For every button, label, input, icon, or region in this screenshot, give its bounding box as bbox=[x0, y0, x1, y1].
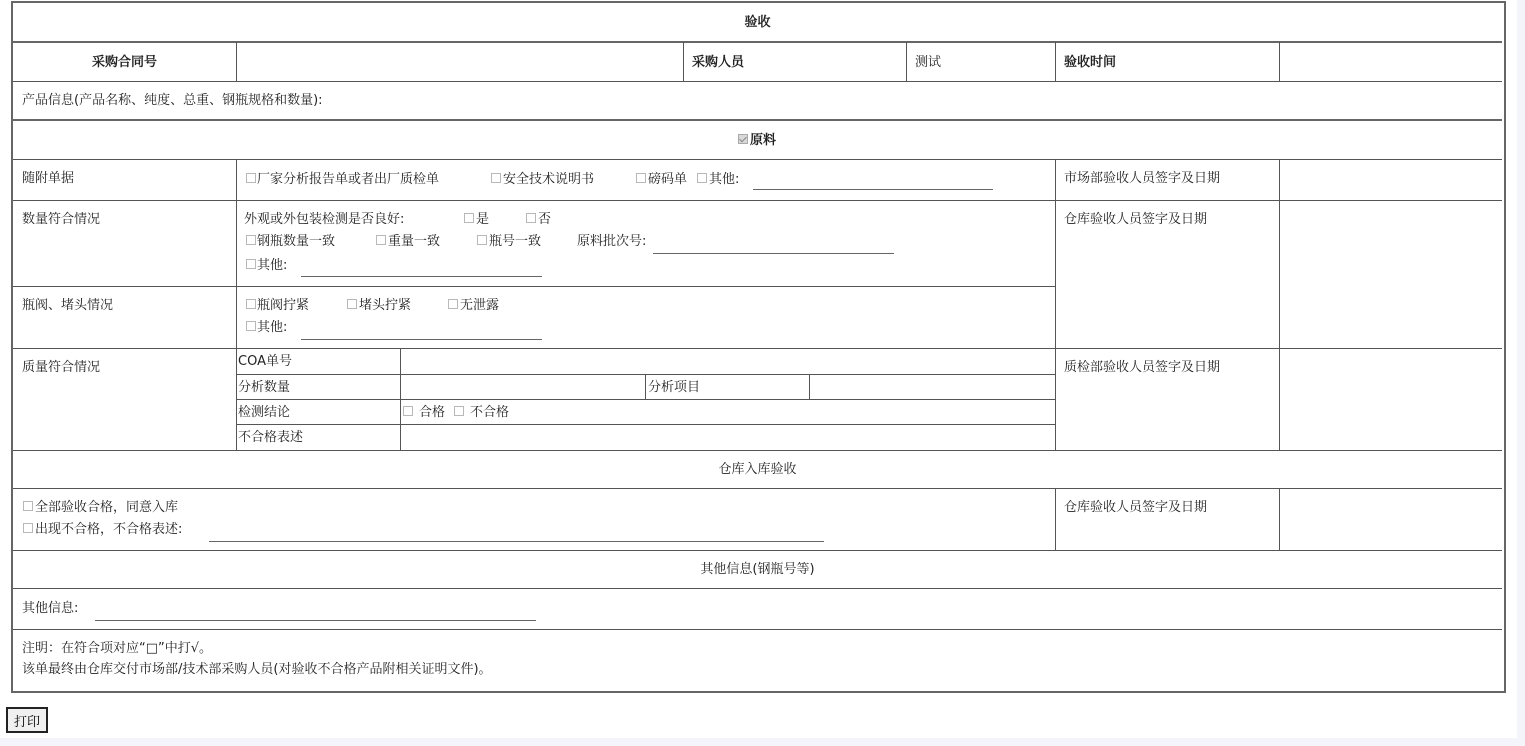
quantity-other-label: 其他: bbox=[257, 258, 288, 273]
other-label: 其他信息: bbox=[22, 601, 79, 616]
factory-report-label: 厂家分析报告单或者出厂质检单 bbox=[257, 172, 440, 187]
factory-report-checkbox[interactable] bbox=[246, 173, 256, 183]
time-label: 验收时间 bbox=[1064, 55, 1117, 70]
plug-tight-checkbox[interactable] bbox=[347, 299, 357, 309]
quality-label: 质量符合情况 bbox=[22, 360, 101, 375]
documents-label: 随附单据 bbox=[22, 171, 75, 186]
raw-material-label: 原料 bbox=[750, 133, 777, 148]
rule bbox=[237, 424, 1055, 425]
rule bbox=[13, 119, 1502, 121]
no-leak-checkbox[interactable] bbox=[448, 299, 458, 309]
rule bbox=[645, 375, 646, 399]
analysis-item-label: 分析项目 bbox=[648, 380, 701, 395]
valve-other-label: 其他: bbox=[257, 320, 288, 335]
contract-label: 采购合同号 bbox=[91, 55, 157, 70]
rule bbox=[13, 550, 1502, 551]
qc-sign-label: 质检部验收人员签字及日期 bbox=[1064, 360, 1221, 375]
rule bbox=[13, 588, 1502, 589]
weight-slip-label: 磅码单 bbox=[648, 172, 688, 187]
appearance-yes-label: 是 bbox=[476, 212, 490, 227]
appearance-no-label: 否 bbox=[538, 212, 552, 227]
rule bbox=[1279, 489, 1280, 550]
cylinder-count-label: 钢瓶数量一致 bbox=[257, 234, 336, 249]
rule bbox=[13, 450, 1502, 451]
valve-tight-label: 瓶阀拧紧 bbox=[257, 298, 310, 313]
pass-label: 合格 bbox=[419, 405, 446, 420]
print-button[interactable]: 打印 bbox=[6, 707, 48, 733]
note-line-1: 注明：在符合项对应“□”中打√。 bbox=[22, 641, 213, 656]
appearance-yes-checkbox[interactable] bbox=[464, 213, 474, 223]
pass-checkbox[interactable] bbox=[403, 406, 413, 416]
rule bbox=[236, 160, 237, 450]
warehouse-title: 仓库入库验收 bbox=[718, 462, 797, 477]
rule bbox=[683, 42, 684, 81]
rule bbox=[809, 375, 810, 399]
valve-label: 瓶阀、堵头情况 bbox=[22, 298, 114, 313]
valve-other-input[interactable] bbox=[301, 339, 542, 340]
rule bbox=[1055, 160, 1056, 450]
batch-label: 原料批次号: bbox=[577, 234, 647, 249]
other-title: 其他信息(钢瓶号等) bbox=[700, 562, 815, 577]
rule bbox=[236, 42, 237, 81]
buyer-label: 采购人员 bbox=[692, 55, 745, 70]
bottle-number-checkbox[interactable] bbox=[477, 235, 487, 245]
all-pass-label: 全部验收合格，同意入库 bbox=[35, 500, 179, 515]
documents-other-checkbox[interactable] bbox=[697, 173, 707, 183]
warehouse-final-sign-label: 仓库验收人员签字及日期 bbox=[1064, 500, 1208, 515]
documents-other-input[interactable] bbox=[753, 189, 993, 190]
rule bbox=[237, 399, 1055, 400]
no-leak-label: 无泄露 bbox=[460, 298, 500, 313]
analysis-count-label: 分析数量 bbox=[238, 380, 291, 395]
valve-tight-checkbox[interactable] bbox=[246, 299, 256, 309]
warehouse-sign-label: 仓库验收人员签字及日期 bbox=[1064, 212, 1208, 227]
batch-input[interactable] bbox=[653, 253, 894, 254]
bottle-number-label: 瓶号一致 bbox=[489, 234, 542, 249]
fail-desc-input[interactable] bbox=[209, 541, 824, 542]
fail-checkbox[interactable] bbox=[454, 406, 464, 416]
quantity-label: 数量符合情况 bbox=[22, 212, 101, 227]
weight-slip-checkbox[interactable] bbox=[636, 173, 646, 183]
rule bbox=[237, 374, 1055, 375]
rule bbox=[400, 349, 401, 450]
market-sign-label: 市场部验收人员签字及日期 bbox=[1064, 171, 1221, 186]
cylinder-count-checkbox[interactable] bbox=[246, 235, 256, 245]
all-pass-checkbox[interactable] bbox=[23, 501, 33, 511]
rule bbox=[13, 286, 1055, 287]
raw-material-checkbox[interactable] bbox=[738, 134, 748, 144]
rule bbox=[1055, 489, 1056, 550]
other-input[interactable] bbox=[95, 620, 536, 621]
has-fail-checkbox[interactable] bbox=[23, 523, 33, 533]
quantity-other-input[interactable] bbox=[301, 276, 542, 277]
safety-manual-checkbox[interactable] bbox=[491, 173, 501, 183]
rule bbox=[13, 81, 1502, 82]
safety-manual-label: 安全技术说明书 bbox=[503, 172, 595, 187]
note-line-2: 该单最终由仓库交付市场部/技术部采购人员(对验收不合格产品附相关证明文件)。 bbox=[22, 662, 492, 677]
rule bbox=[1279, 42, 1280, 81]
rule bbox=[1279, 160, 1280, 450]
weight-match-checkbox[interactable] bbox=[376, 235, 386, 245]
valve-other-checkbox[interactable] bbox=[246, 321, 256, 331]
rule bbox=[13, 629, 1502, 630]
buyer-value: 测试 bbox=[915, 55, 942, 70]
fail-label: 不合格 bbox=[470, 405, 510, 420]
conclusion-label: 检测结论 bbox=[238, 405, 291, 420]
has-fail-label: 出现不合格，不合格表述: bbox=[35, 522, 183, 537]
plug-tight-label: 堵头拧紧 bbox=[359, 298, 412, 313]
appearance-question: 外观或外包装检测是否良好: bbox=[244, 212, 405, 227]
quantity-other-checkbox[interactable] bbox=[246, 259, 256, 269]
rule bbox=[906, 42, 907, 81]
documents-other-label: 其他: bbox=[709, 172, 740, 187]
product-info-label: 产品信息(产品名称、纯度、总重、钢瓶规格和数量): bbox=[22, 93, 323, 108]
rule bbox=[1055, 42, 1056, 81]
fail-desc-label: 不合格表述 bbox=[238, 430, 304, 445]
appearance-no-checkbox[interactable] bbox=[526, 213, 536, 223]
coa-label: COA单号 bbox=[238, 354, 292, 369]
weight-match-label: 重量一致 bbox=[388, 234, 441, 249]
form-title: 验收 bbox=[744, 15, 771, 30]
